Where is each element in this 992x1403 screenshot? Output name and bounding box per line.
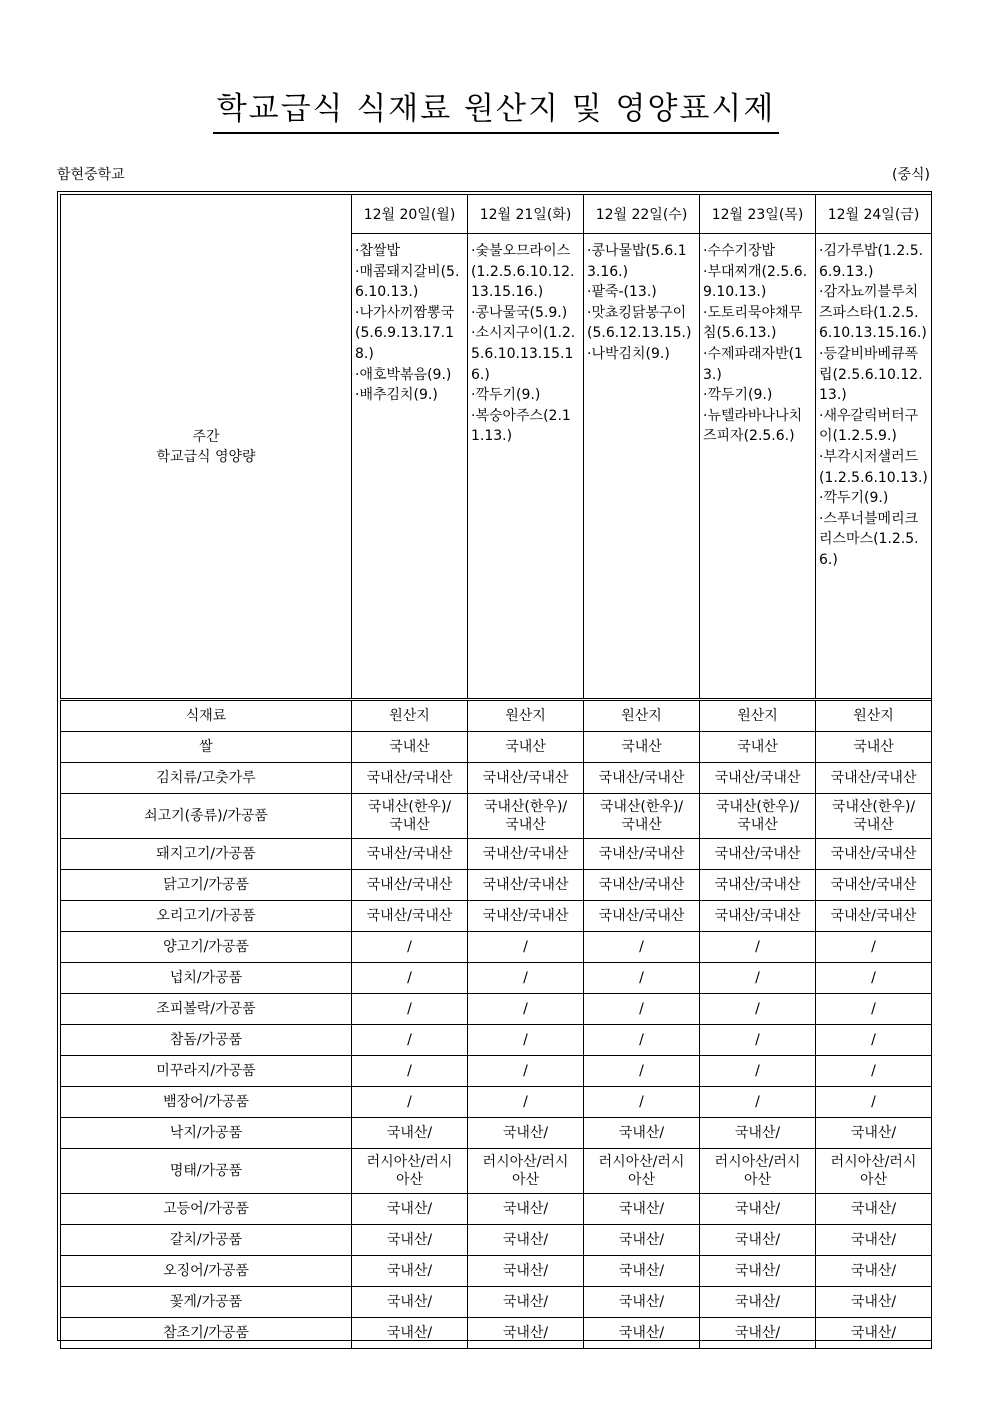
origin-value: / [352, 1025, 468, 1056]
origin-value-line: 국내산(한우)/ [831, 799, 916, 815]
origin-value: 국내산/ [816, 1225, 932, 1256]
origin-value: 국내산/국내산 [468, 901, 584, 932]
origin-value: / [468, 1025, 584, 1056]
day-menu [700, 234, 816, 699]
origin-value: 국내산/ [584, 1256, 700, 1287]
origin-value: 국내산/ [468, 1118, 584, 1149]
menu-item: ·애호박볶음(9.) [355, 366, 452, 383]
menu-item: ·깍두기(9.) [819, 490, 889, 507]
origin-row [61, 763, 932, 794]
origin-value: 국내산/국내산 [352, 763, 468, 794]
origin-value: / [816, 994, 932, 1025]
origin-header: 원산지 [700, 701, 816, 732]
origin-row [61, 963, 932, 994]
origin-value: 국내산/ [816, 1318, 932, 1349]
origin-row [61, 1194, 932, 1225]
origin-value-line: 국내산 [621, 817, 662, 833]
origin-value: / [584, 1087, 700, 1118]
origin-value: 국내산/ [468, 1194, 584, 1225]
origin-value: 국내산/ [816, 1256, 932, 1287]
origin-value: 국내산/ [700, 1194, 816, 1225]
origin-row [61, 1318, 932, 1349]
menu-table [60, 194, 932, 699]
menu-item: ·배추김치(9.) [355, 387, 438, 404]
day-menu [352, 234, 468, 699]
menu-item: ·깍두기(9.) [471, 387, 541, 404]
origin-value: 국내산/ [352, 1256, 468, 1287]
ingredient-name: 양고기/가공품 [61, 932, 352, 963]
day-menu [584, 234, 700, 699]
origin-value: / [352, 1056, 468, 1087]
menu-item: ·등갈비바베큐폭립(2.5.6.10.12.13.) [819, 345, 923, 404]
origin-value: / [816, 1056, 932, 1087]
origin-value: 국내산/ [352, 1318, 468, 1349]
origin-value-line: 국내산(한우)/ [599, 799, 684, 815]
origin-value: / [584, 1025, 700, 1056]
ingredient-name: 꽃게/가공품 [61, 1287, 352, 1318]
menu-item: ·맛쵸킹닭봉구이(5.6.12.13.15.) [587, 304, 692, 342]
origin-header: 원산지 [468, 701, 584, 732]
origin-value: / [468, 1056, 584, 1087]
ingredient-name: 넙치/가공품 [61, 963, 352, 994]
origin-value: 국내산/ [584, 1318, 700, 1349]
origin-value [468, 794, 584, 839]
origin-value [468, 1149, 584, 1194]
meal-type: (중식) [892, 167, 930, 183]
origin-value: / [468, 963, 584, 994]
origin-header: 원산지 [584, 701, 700, 732]
origin-value: 국내산 [584, 732, 700, 763]
origin-value: 국내산/ [468, 1287, 584, 1318]
ingredient-name: 오리고기/가공품 [61, 901, 352, 932]
origin-value-line: 러시아산/러시 [598, 1154, 685, 1170]
origin-row [61, 1149, 932, 1194]
origin-value: 국내산/국내산 [816, 901, 932, 932]
origin-value [352, 794, 468, 839]
origin-value [584, 794, 700, 839]
origin-value [816, 794, 932, 839]
menu-item: ·새우갈릭버터구이(1.2.5.9.) [819, 407, 919, 445]
origin-value: 국내산/국내산 [700, 839, 816, 870]
origin-value [700, 1149, 816, 1194]
origin-row [61, 1225, 932, 1256]
origin-value: / [584, 932, 700, 963]
menu-item: ·소시지구이(1.2.5.6.10.13.15.16.) [471, 325, 576, 383]
origin-value-line: 국내산 [737, 817, 778, 833]
origin-value-line: 아산 [743, 1172, 772, 1188]
origin-value: / [352, 1087, 468, 1118]
title-text: 학교급식 식재료 원산지 및 영양표시제 [213, 88, 780, 134]
menu-item: ·숯불오므라이스(1.2.5.6.10.12.13.15.16.) [471, 243, 575, 301]
origin-value: / [584, 963, 700, 994]
origin-value: / [700, 1056, 816, 1087]
origin-value: / [352, 932, 468, 963]
origin-value: 국내산/국내산 [700, 870, 816, 901]
origin-row [61, 994, 932, 1025]
origin-value: / [468, 1087, 584, 1118]
ingredient-name: 김치류/고춧가루 [61, 763, 352, 794]
origin-value [816, 1149, 932, 1194]
origin-value: 국내산/ [816, 1118, 932, 1149]
origin-value: 국내산/국내산 [700, 901, 816, 932]
origin-value: 국내산/ [700, 1225, 816, 1256]
origin-value: 국내산/국내산 [352, 901, 468, 932]
ingredient-name: 돼지고기/가공품 [61, 839, 352, 870]
origin-value: 국내산/ [700, 1118, 816, 1149]
menu-item: ·복숭아주스(2.11.13.) [471, 407, 571, 445]
origin-value: 국내산/ [352, 1194, 468, 1225]
origin-value: / [816, 932, 932, 963]
origin-value: 국내산/ [352, 1287, 468, 1318]
origin-value: / [700, 1025, 816, 1056]
origin-value: / [816, 963, 932, 994]
origin-row [61, 1025, 932, 1056]
date-header: 12월 21일(화) [468, 195, 584, 234]
origin-row [61, 1256, 932, 1287]
menu-item: ·부각시저샐러드(1.2.5.6.10.13.) [819, 448, 928, 486]
origin-row [61, 901, 932, 932]
origin-value: / [352, 994, 468, 1025]
origin-value: 국내산 [700, 732, 816, 763]
day-menu [468, 234, 584, 699]
origin-value: / [816, 1025, 932, 1056]
menu-item: ·콩나물밥(5.6.13.16.) [587, 243, 687, 280]
ingredient-name: 쇠고기(종류)/가공품 [61, 794, 352, 839]
origin-value: 국내산/ [584, 1194, 700, 1225]
menu-item: ·매콤돼지갈비(5.6.10.13.) [355, 263, 460, 301]
origin-row [61, 1087, 932, 1118]
origin-row [61, 1056, 932, 1087]
origin-value: 국내산/ [816, 1287, 932, 1318]
menu-item: ·깍두기(9.) [703, 387, 773, 404]
origin-row [61, 1287, 932, 1318]
date-header: 12월 24일(금) [816, 195, 932, 234]
weekly-nutrition-label [61, 195, 352, 699]
origin-value: 국내산/ [584, 1225, 700, 1256]
ingredient-name: 낙지/가공품 [61, 1118, 352, 1149]
ingredient-header: 식재료 [61, 701, 352, 732]
date-header: 12월 22일(수) [584, 195, 700, 234]
menu-item: ·팥죽-(13.) [587, 284, 657, 301]
ingredient-name: 쌀 [61, 732, 352, 763]
origin-value: / [816, 1087, 932, 1118]
origin-row [61, 732, 932, 763]
origin-value: 국내산/ [816, 1194, 932, 1225]
ingredient-name: 뱀장어/가공품 [61, 1087, 352, 1118]
origin-value: 국내산/국내산 [584, 763, 700, 794]
origin-value: / [700, 1087, 816, 1118]
origin-value: 국내산/ [700, 1287, 816, 1318]
origin-table [60, 700, 932, 1349]
origin-value-line: 아산 [511, 1172, 540, 1188]
ingredient-name: 명태/가공품 [61, 1149, 352, 1194]
menu-item: ·부대찌개(2.5.6.9.10.13.) [703, 263, 808, 301]
origin-value: 국내산/국내산 [468, 763, 584, 794]
origin-value-line: 러시아산/러시 [482, 1154, 569, 1170]
origin-value-line: 국내산 [853, 817, 894, 833]
origin-value: / [584, 994, 700, 1025]
origin-value: 국내산/ [468, 1318, 584, 1349]
menu-item: ·나가사끼짬뽕국(5.6.9.13.17.18.) [355, 304, 455, 362]
origin-row [61, 932, 932, 963]
origin-value: / [584, 1056, 700, 1087]
ingredient-name: 갈치/가공품 [61, 1225, 352, 1256]
school-name: 함현중학교 [57, 167, 125, 183]
origin-value: 국내산 [816, 732, 932, 763]
origin-value: 국내산/국내산 [584, 870, 700, 901]
origin-row [61, 870, 932, 901]
origin-value-line: 러시아산/러시 [366, 1154, 453, 1170]
origin-value-line: 러시아산/러시 [714, 1154, 801, 1170]
ingredient-name: 고등어/가공품 [61, 1194, 352, 1225]
origin-value-line: 아산 [627, 1172, 656, 1188]
origin-value: / [700, 994, 816, 1025]
origin-value: / [700, 932, 816, 963]
origin-value: 국내산/ [700, 1318, 816, 1349]
origin-row [61, 794, 932, 839]
ingredient-name: 조피볼락/가공품 [61, 994, 352, 1025]
origin-value: 국내산/ [468, 1256, 584, 1287]
origin-header-row [61, 701, 932, 732]
menu-item: ·콩나물국(5.9.) [471, 304, 568, 321]
origin-value: 국내산/ [352, 1118, 468, 1149]
date-header: 12월 23일(목) [700, 195, 816, 234]
origin-value: 국내산/국내산 [352, 839, 468, 870]
ingredient-name: 닭고기/가공품 [61, 870, 352, 901]
menu-item: ·도토리묵야채무침(5.6.13.) [703, 304, 803, 342]
origin-header: 원산지 [816, 701, 932, 732]
origin-value: 국내산/국내산 [816, 870, 932, 901]
date-header: 12월 20일(월) [352, 195, 468, 234]
origin-value: 국내산/국내산 [700, 763, 816, 794]
origin-value: 국내산/국내산 [352, 870, 468, 901]
origin-value: 국내산/ [468, 1225, 584, 1256]
day-menu [816, 234, 932, 699]
origin-value-line: 아산 [859, 1172, 888, 1188]
origin-value: / [352, 963, 468, 994]
origin-value: 국내산/국내산 [584, 839, 700, 870]
menu-item: ·수수기장밥 [703, 243, 776, 259]
origin-value: / [468, 932, 584, 963]
origin-value-line: 국내산(한우)/ [367, 799, 452, 815]
origin-value-line: 국내산(한우)/ [483, 799, 568, 815]
ingredient-name: 오징어/가공품 [61, 1256, 352, 1287]
origin-value: 국내산/ [584, 1118, 700, 1149]
origin-value: / [468, 994, 584, 1025]
origin-value-line: 국내산 [505, 817, 546, 833]
origin-row [61, 839, 932, 870]
origin-value: / [700, 963, 816, 994]
weekly-label-line1: 주간 [192, 428, 220, 445]
origin-value: 국내산/ [584, 1287, 700, 1318]
origin-value-line: 러시아산/러시 [830, 1154, 917, 1170]
origin-value: 국내산/ [700, 1256, 816, 1287]
menu-item: ·감자뇨끼블루치즈파스타(1.2.5.6.10.13.15.16.) [819, 284, 927, 342]
origin-value: 국내산/ [352, 1225, 468, 1256]
origin-value [352, 1149, 468, 1194]
weekly-label-line2: 학교급식 영양량 [156, 448, 256, 465]
ingredient-name: 참조기/가공품 [61, 1318, 352, 1349]
menu-item: ·찹쌀밥 [355, 243, 401, 259]
menu-item: ·나박김치(9.) [587, 345, 670, 362]
origin-header: 원산지 [352, 701, 468, 732]
page-title [0, 88, 992, 134]
origin-value [584, 1149, 700, 1194]
menu-item: ·수제파래자반(13.) [703, 345, 803, 383]
origin-row [61, 1118, 932, 1149]
ingredient-name: 참돔/가공품 [61, 1025, 352, 1056]
menu-item: ·김가루밥(1.2.5.6.9.13.) [819, 243, 924, 280]
ingredient-name: 미꾸라지/가공품 [61, 1056, 352, 1087]
origin-value: 국내산/국내산 [468, 839, 584, 870]
origin-value: 국내산 [352, 732, 468, 763]
origin-value: 국내산/국내산 [816, 839, 932, 870]
origin-value: 국내산/국내산 [468, 870, 584, 901]
origin-value: 국내산/국내산 [584, 901, 700, 932]
origin-value: 국내산 [468, 732, 584, 763]
menu-item: ·스푸너블메리크리스마스(1.2.5.6.) [819, 510, 919, 568]
origin-value-line: 아산 [395, 1172, 424, 1188]
origin-value-line: 국내산 [389, 817, 430, 833]
origin-value: 국내산/국내산 [816, 763, 932, 794]
menu-item: ·뉴텔라바나나치즈피자(2.5.6.) [703, 407, 803, 445]
origin-value [700, 794, 816, 839]
origin-value-line: 국내산(한우)/ [715, 799, 800, 815]
